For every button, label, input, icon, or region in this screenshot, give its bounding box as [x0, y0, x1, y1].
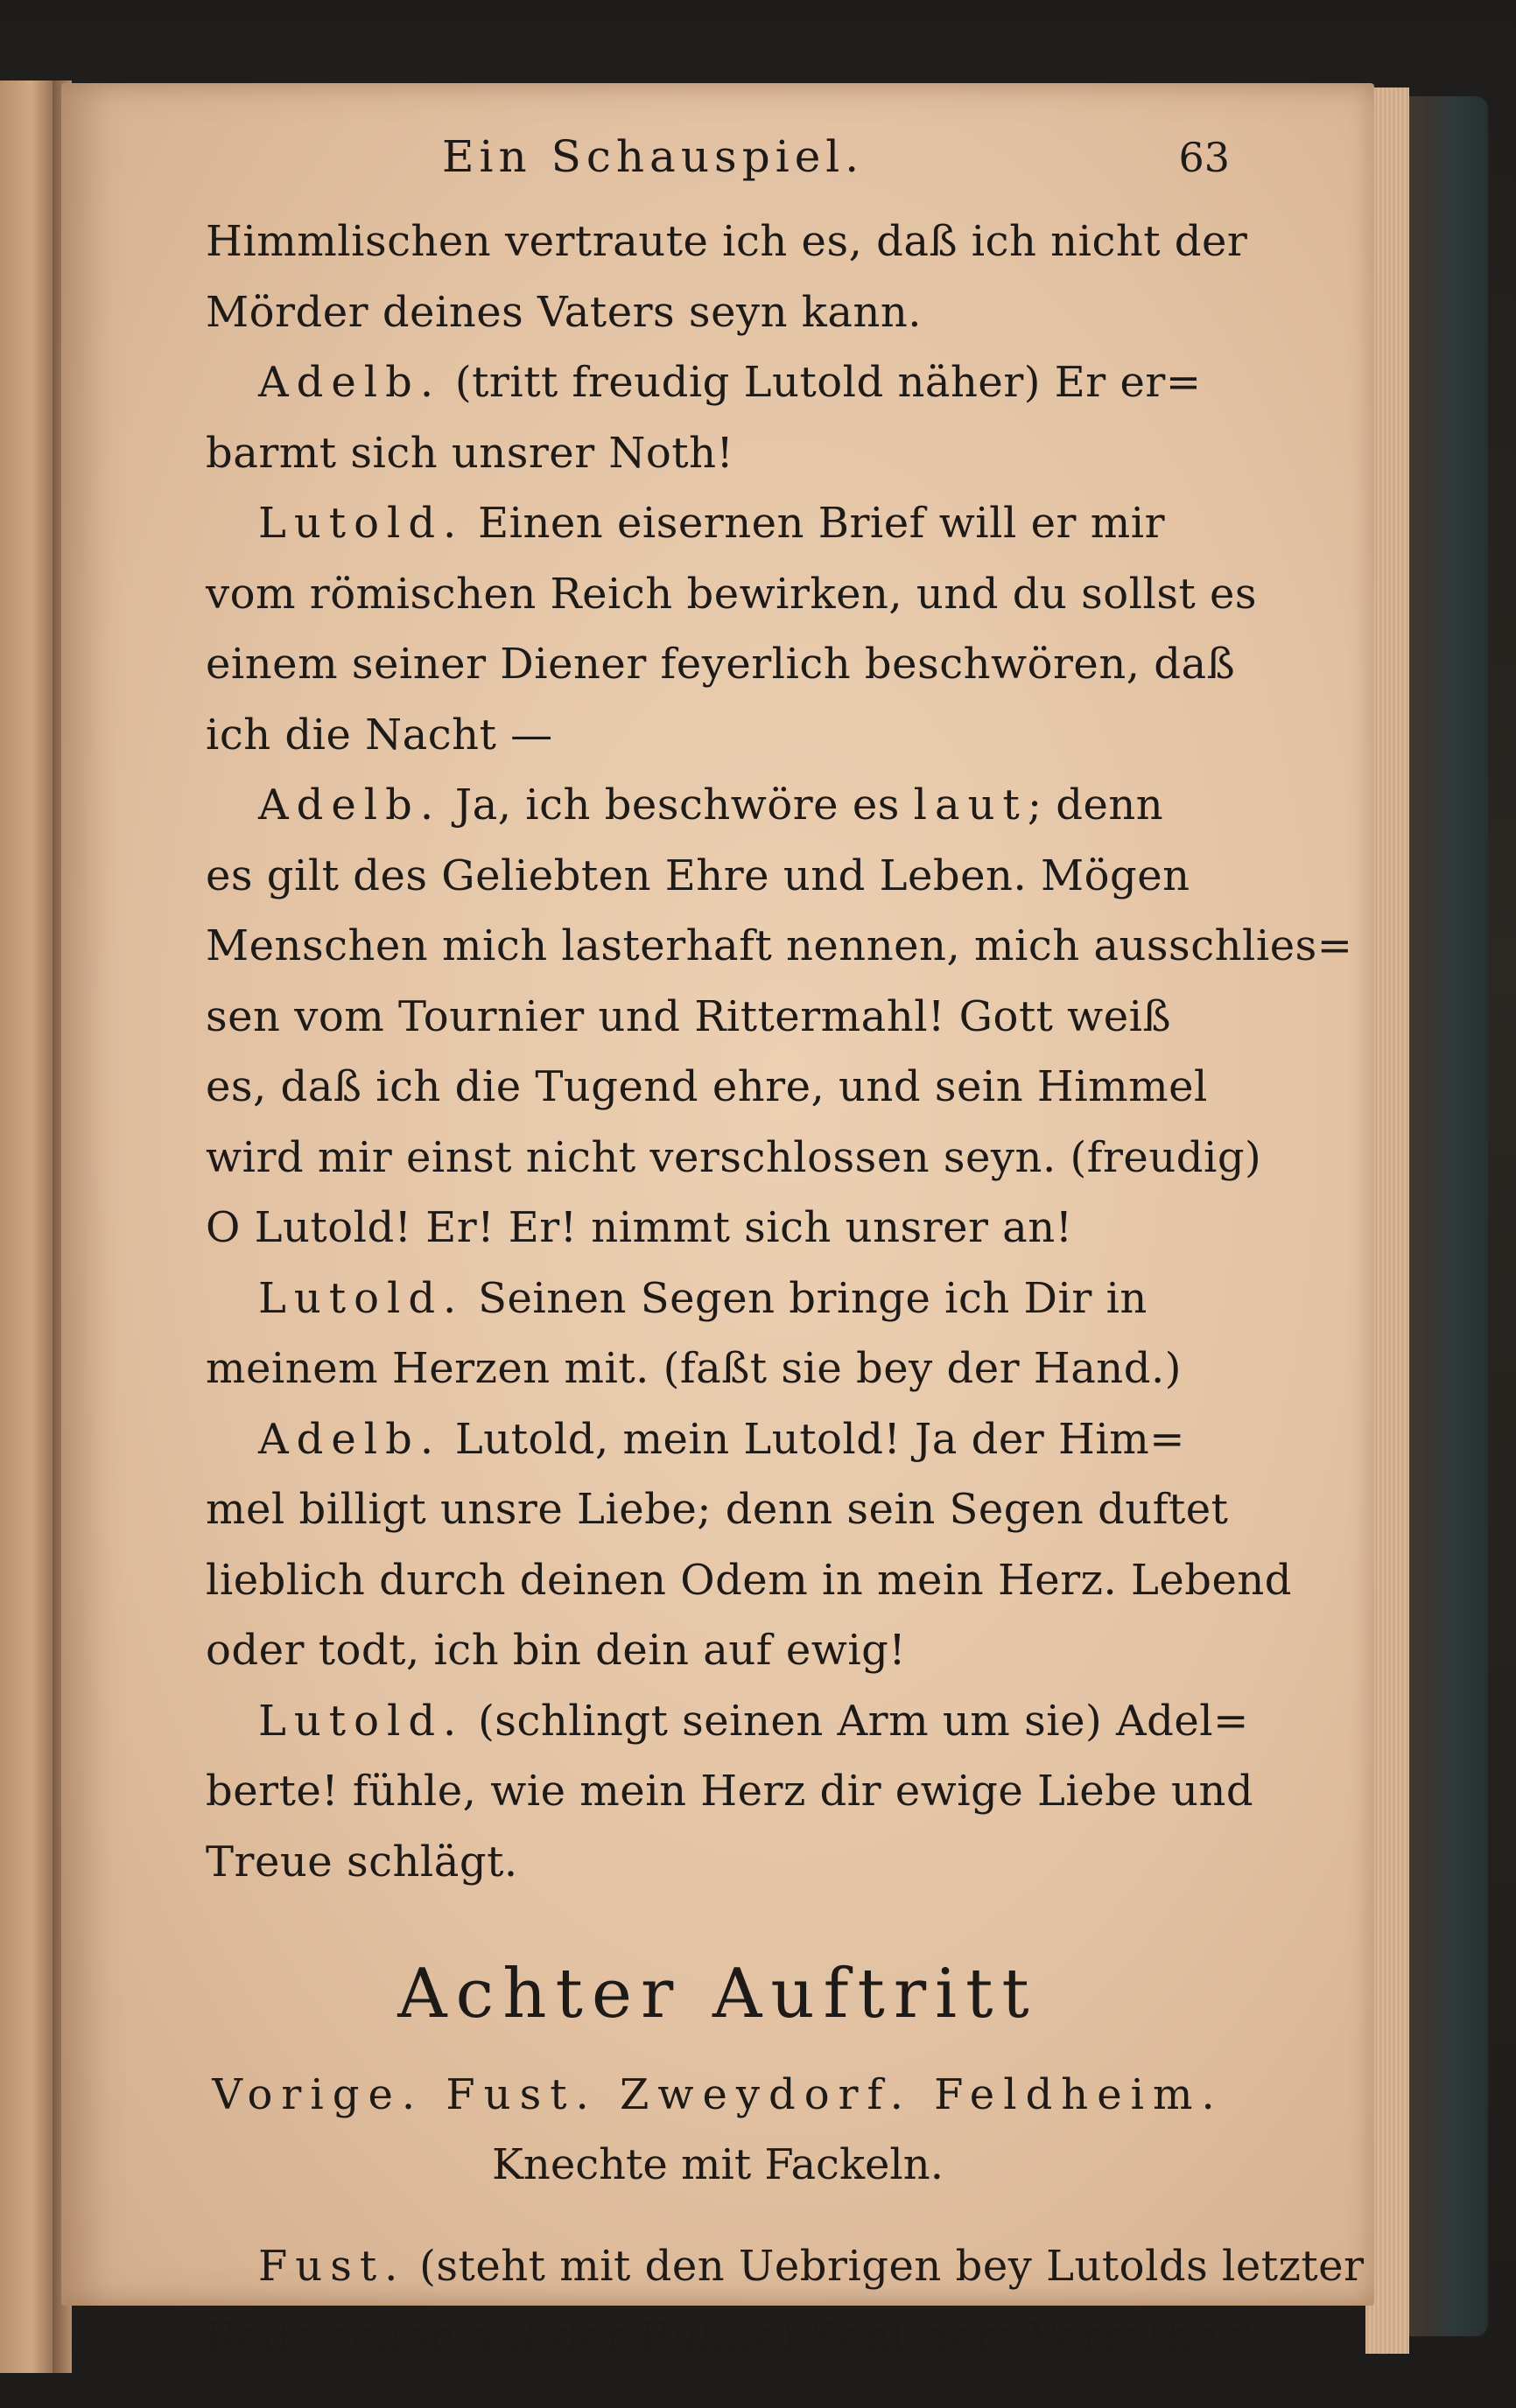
page-text	[206, 131, 1365, 2372]
speech-text: Seinen Segen bringe ich Dir in	[478, 1273, 1148, 1323]
text-line: meinem Herzen mit. (faßt sie bey der Hand.)	[206, 1344, 1182, 1393]
speech-text: (steht mit den Uebrigen bey Lutolds letzter	[419, 2242, 1365, 2291]
text-line: sen vom Tournier und Rittermahl! Gott weiß	[206, 991, 1172, 1041]
speech-adelb-2	[206, 770, 1230, 841]
text-line: Himmlischen vertraute ich es, daß ich nicht der	[206, 217, 1248, 266]
text-line: Treue schlägt.	[206, 1837, 518, 1886]
previous-page-edge	[0, 80, 55, 2373]
speaker-name: Adelb.	[258, 780, 442, 830]
speech-adelb-1	[206, 347, 1230, 418]
speech-text: ; denn	[1027, 780, 1164, 830]
speech-lutold-1	[206, 488, 1230, 559]
text-line: einem seiner Diener feyerlich beschwören, daß	[206, 640, 1236, 689]
cast-line: Vorige. Fust. Zweydorf. Feldheim.	[212, 2070, 1224, 2119]
cast-line: Knechte mit Fackeln.	[492, 2140, 944, 2189]
text-line: barmt sich unsrer Noth!	[206, 428, 734, 478]
speaker-name: Lutold.	[258, 499, 465, 548]
text-line: O Lutold! Er! Er! nimmt sich unsrer an!	[206, 1203, 1073, 1252]
emphasized-word: laut	[913, 780, 1028, 830]
running-header	[206, 131, 1230, 201]
cast-list	[206, 2060, 1230, 2200]
speech-text: (schlingt seinen Arm um sie) Adel=	[478, 1696, 1249, 1746]
text-line: lieblich durch deinen Odem in mein Herz. Lebend	[206, 1555, 1293, 1605]
speech-adelb-3	[206, 1404, 1230, 1475]
speech-text: (tritt freudig Lutold näher) Er er=	[454, 358, 1202, 407]
text-line: Rede schon auf der Bühne) Seht dem Verräther!	[206, 2312, 1256, 2362]
speaker-name: Adelb.	[258, 358, 442, 407]
speech-text: Lutold, mein Lutold! Ja der Him=	[454, 1414, 1185, 1464]
speaker-name: Fust.	[258, 2242, 406, 2291]
text-line: oder todt, ich bin dein auf ewig!	[206, 1626, 907, 1675]
book-cover-edge	[1400, 96, 1488, 2336]
page-number: 63	[1178, 134, 1230, 181]
text-line: Mörder deines Vaters seyn kann.	[206, 287, 923, 337]
speech-lutold-3	[206, 1686, 1249, 1757]
spacer	[206, 2200, 1230, 2231]
speaker-name: Lutold.	[258, 1696, 465, 1746]
text-line: wird mir einst nicht verschlossen seyn. (freudig)	[206, 1132, 1262, 1182]
speech-text: Einen eisernen Brief will er mir	[478, 499, 1166, 548]
text-line: Menschen mich lasterhaft nennen, mich ausschlies=	[206, 921, 1353, 970]
text-line: mel billigt unsre Liebe; denn sein Segen duftet	[206, 1485, 1229, 1534]
text-line: es gilt des Geliebten Ehre und Leben. Mögen	[206, 850, 1190, 900]
scene-heading: Achter Auftritt	[397, 1955, 1038, 2034]
speech-text: Ja, ich beschwöre es	[454, 780, 914, 830]
text-line: ich die Nacht —	[206, 710, 553, 760]
speech-fust-1	[206, 2231, 1365, 2302]
speech-lutold-2	[206, 1264, 1230, 1334]
running-title: Ein Schauspiel.	[442, 131, 865, 182]
text-line: berte! fühle, wie mein Herz dir ewige Liebe und	[206, 1767, 1254, 1816]
speaker-name: Lutold.	[258, 1273, 465, 1323]
speaker-name: Adelb.	[258, 1414, 442, 1464]
dialogue-body	[206, 206, 1353, 1897]
text-line: vom römischen Reich bewirken, und du sollst es	[206, 569, 1258, 619]
text-line: es, daß ich die Tugend ehre, und sein Himmel	[206, 1062, 1208, 1111]
